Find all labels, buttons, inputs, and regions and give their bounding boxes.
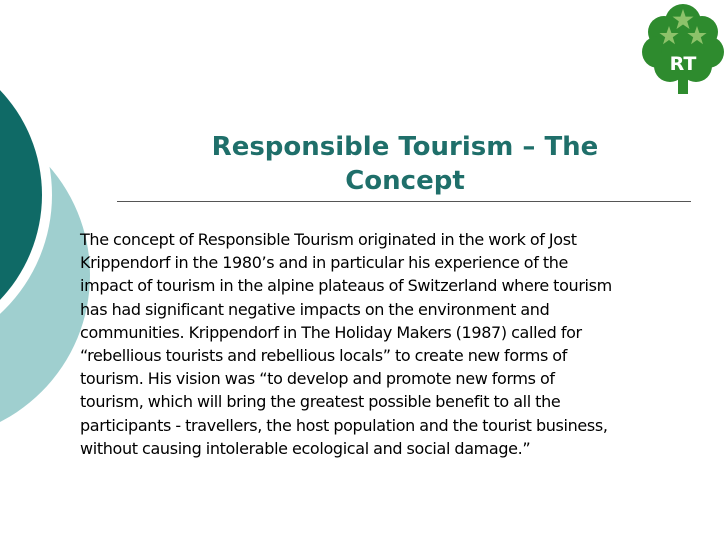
logo-text: RT	[669, 53, 697, 75]
body-line: without causing intolerable ecological and social damage.”	[80, 438, 531, 458]
body-line: “rebellious tourists and rebellious locals” to create new forms of	[80, 346, 567, 366]
body-line: tourism. His vision was “to develop and promote new forms of	[80, 369, 555, 389]
body-line: participants - travellers, the host population and the tourist business,	[80, 415, 608, 435]
slide-title-line-1: Responsible Tourism – The	[211, 132, 599, 162]
slide-title-line-2: Concept	[345, 166, 465, 196]
body-line: impact of tourism in the alpine plateaus of Switzerland where tourism	[80, 276, 612, 296]
body-line: communities. Krippendorf in The Holiday Makers (1987) called for	[80, 322, 582, 342]
body-line: Krippendorf in the 1980’s and in particular his experience of the	[80, 253, 569, 273]
body-line: The concept of Responsible Tourism originated in the work of Jost	[80, 230, 577, 249]
body-line: tourism, which will bring the greatest possible benefit to all the	[80, 392, 561, 412]
body-paragraph	[80, 228, 698, 460]
slide-title	[150, 130, 660, 198]
title-underline	[117, 201, 691, 202]
body-line: has had significant negative impacts on the environment and	[80, 299, 550, 319]
rt-logo	[638, 0, 728, 96]
